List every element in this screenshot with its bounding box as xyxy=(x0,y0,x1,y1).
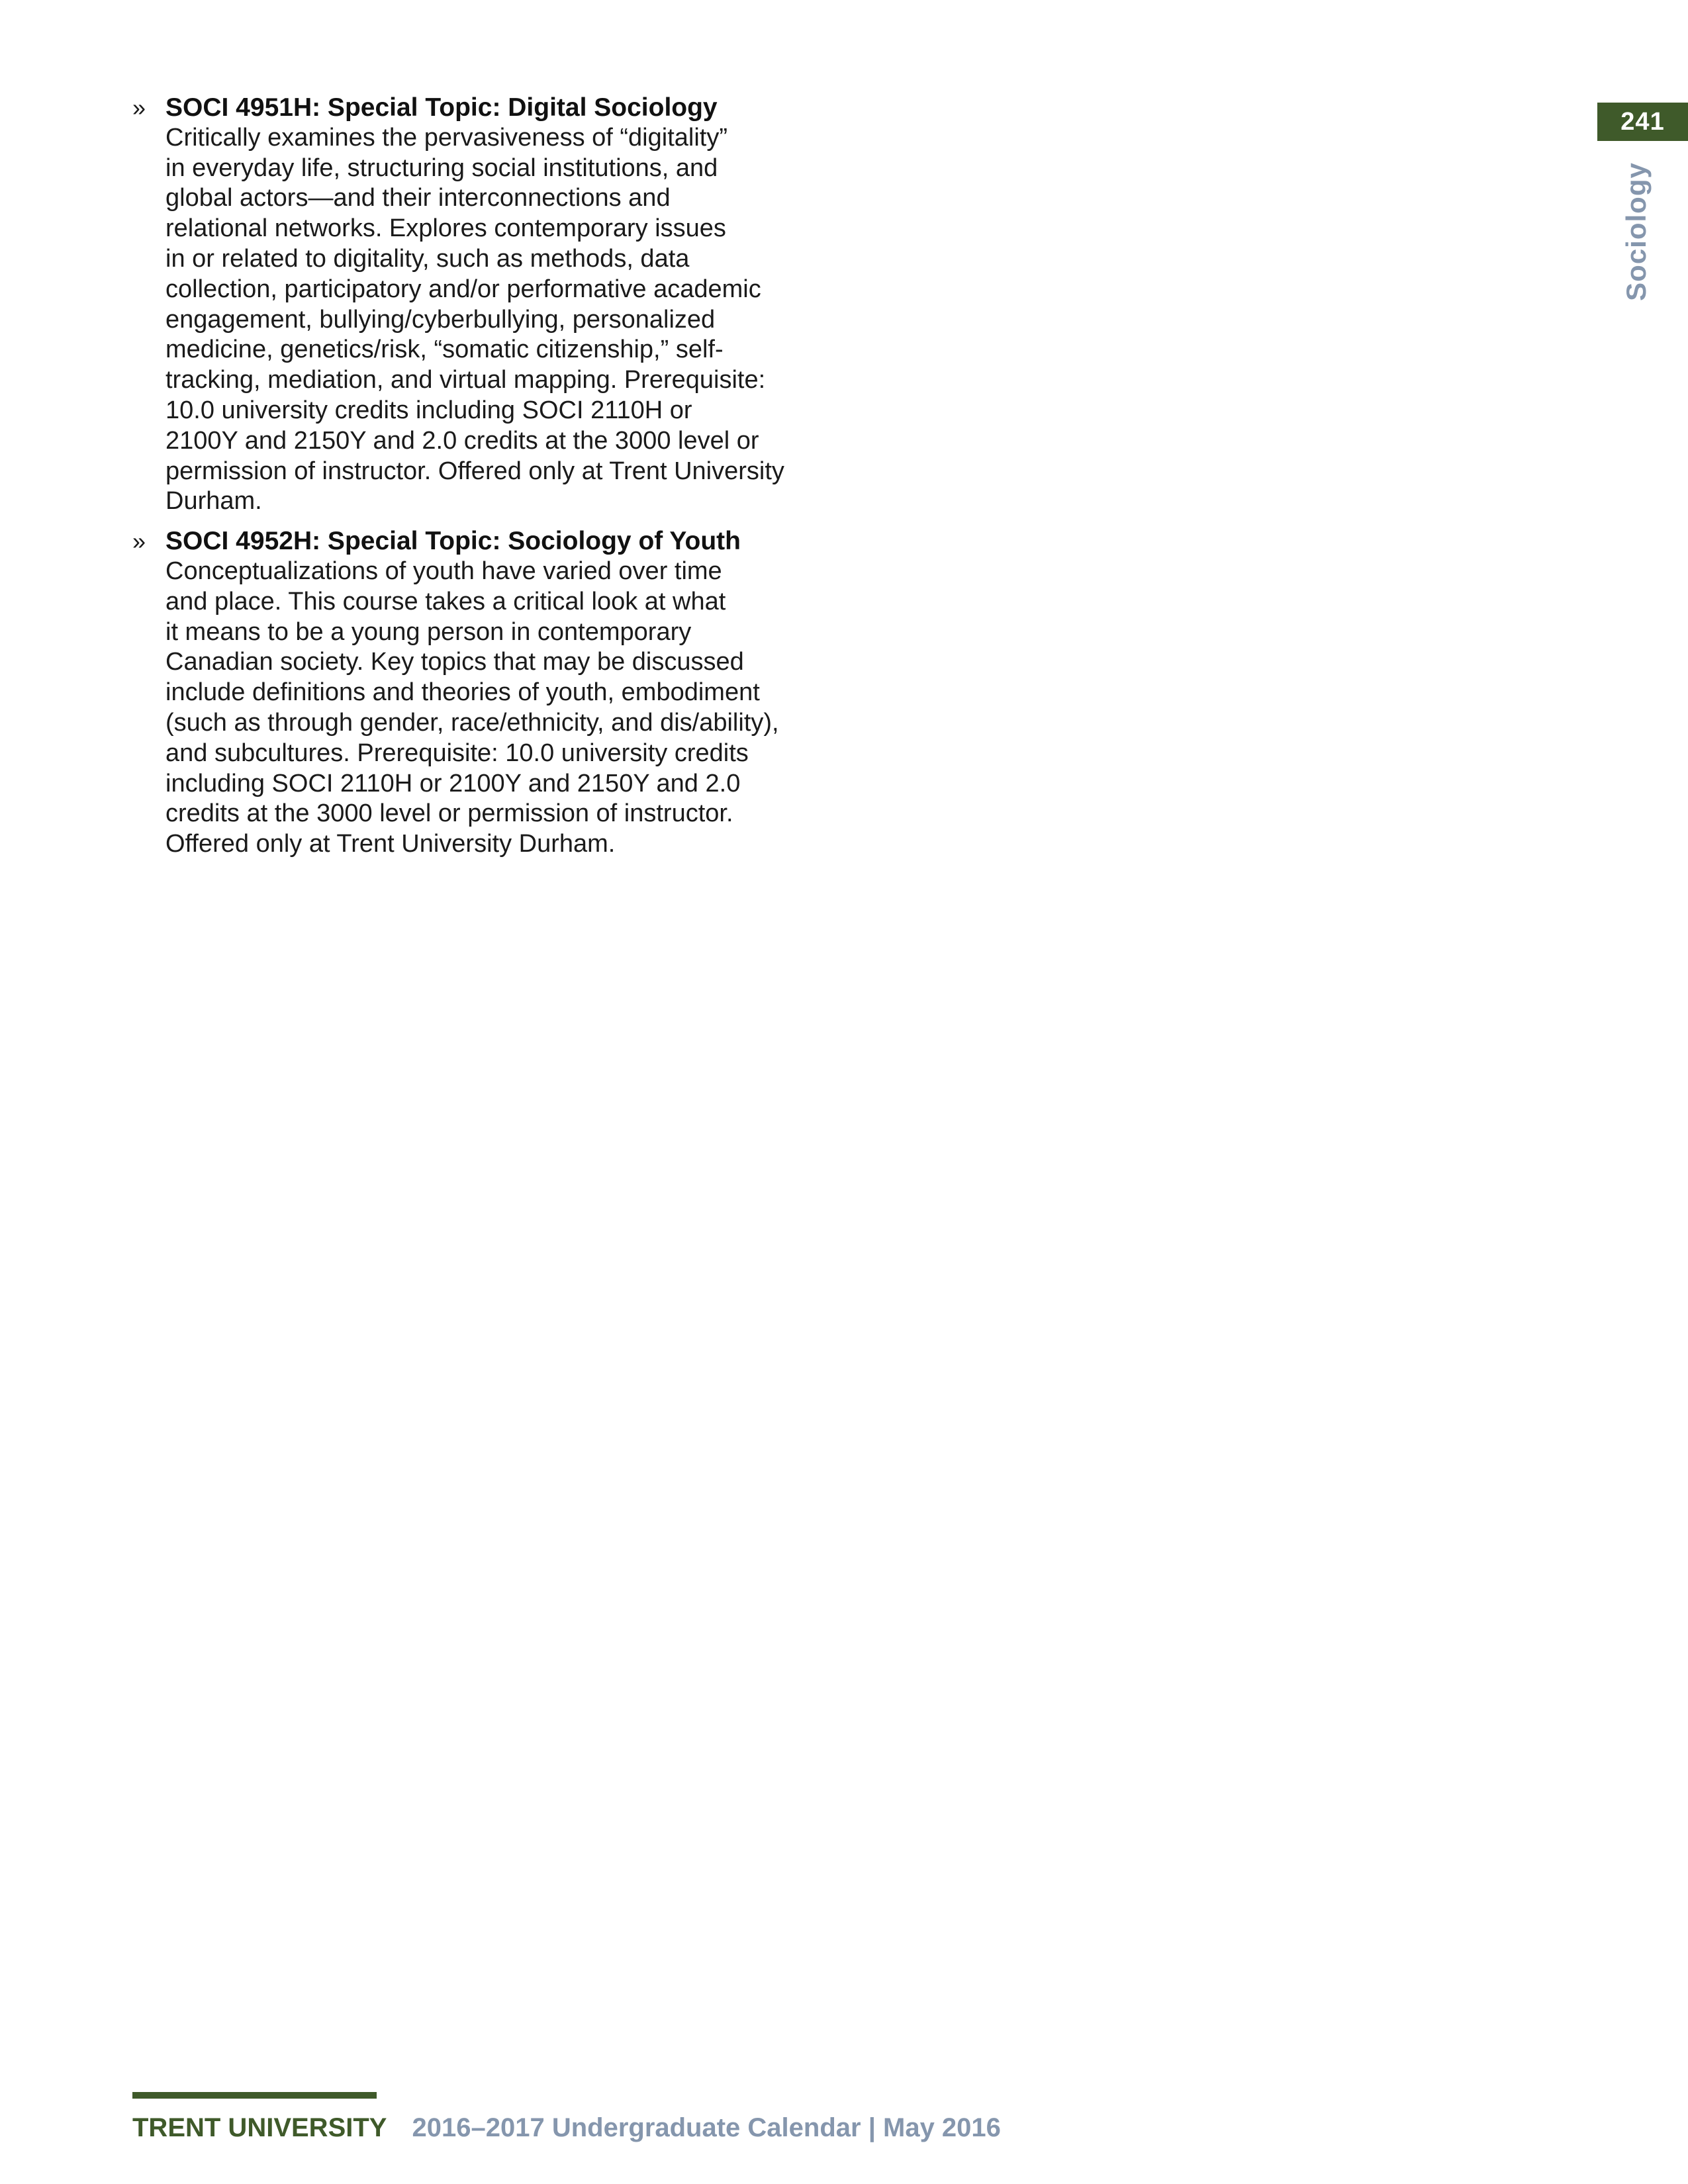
course-description-line: include definitions and theories of youth, embodiment xyxy=(165,678,760,707)
course-entry xyxy=(132,526,834,860)
page-footer xyxy=(132,2111,1001,2144)
footer-org-name: TRENT UNIVERSITY xyxy=(132,2113,387,2142)
section-label: Sociology xyxy=(1620,162,1652,301)
course-description-line: and place. This course takes a critical look at what xyxy=(165,587,726,615)
course-description-line: it means to be a young person in contemporary xyxy=(165,617,692,646)
course-description-line: Conceptualizations of youth have varied over time xyxy=(165,557,722,585)
course-description-line: credits at the 3000 level or permission of instructor. xyxy=(165,799,733,828)
footer-rule xyxy=(132,2092,377,2099)
page-number-tab xyxy=(1597,103,1688,141)
course-title: SOCI 4951H: Special Topic: Digital Sociology xyxy=(165,93,718,122)
course-description-line: in everyday life, structuring social institutions, and xyxy=(165,154,718,182)
footer-calendar-title: 2016–2017 Undergraduate Calendar | May 2016 xyxy=(412,2113,1001,2142)
course-description-line: Durham. xyxy=(165,487,262,516)
course-description-line: (such as through gender, race/ethnicity, and dis/ability), xyxy=(165,708,779,737)
course-entry xyxy=(132,93,834,517)
course-description-line: Canadian society. Key topics that may be discussed xyxy=(165,648,744,676)
course-description-line: global actors—and their interconnections and xyxy=(165,184,671,212)
course-description-line: and subcultures. Prerequisite: 10.0 university credits xyxy=(165,739,749,767)
bullet-marker: » xyxy=(132,527,146,555)
course-description-line: permission of instructor. Offered only at Trent University xyxy=(165,457,784,485)
course-description-line: Offered only at Trent University Durham. xyxy=(165,830,616,858)
course-title: SOCI 4952H: Special Topic: Sociology of Youth xyxy=(165,527,741,556)
course-description-line: 2100Y and 2150Y and 2.0 credits at the 3000 level or xyxy=(165,426,759,455)
page-number: 241 xyxy=(1620,108,1665,136)
course-description-line: Critically examines the pervasiveness of “digitality” xyxy=(165,123,727,152)
course-description-line: relational networks. Explores contemporary issues xyxy=(165,214,726,243)
course-description-line: tracking, mediation, and virtual mapping. Prerequisite: xyxy=(165,366,766,394)
course-description-line: medicine, genetics/risk, “somatic citizenship,” self- xyxy=(165,336,724,364)
course-description-line: including SOCI 2110H or 2100Y and 2150Y and 2.0 xyxy=(165,769,741,797)
course-description-line: engagement, bullying/cyberbullying, personalized xyxy=(165,305,716,334)
course-description-line: 10.0 university credits including SOCI 2110H or xyxy=(165,396,692,424)
bullet-marker: » xyxy=(132,94,146,121)
course-list xyxy=(132,93,834,869)
course-description-line: in or related to digitality, such as methods, data xyxy=(165,244,690,273)
course-description-line: collection, participatory and/or performative academic xyxy=(165,275,761,303)
